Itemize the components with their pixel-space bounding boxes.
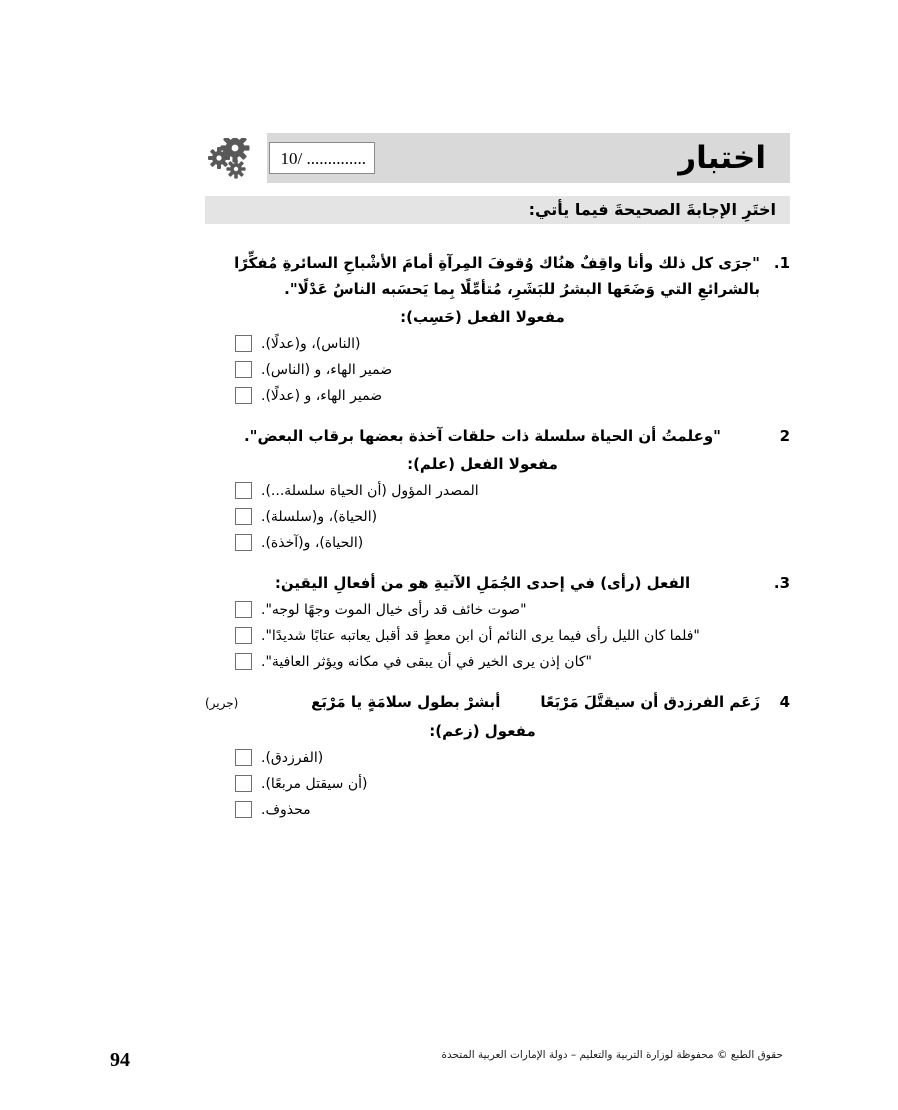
option-label: المصدر المؤول (أن الحياة سلسلة...). <box>261 483 479 499</box>
option-checkbox[interactable] <box>235 534 252 551</box>
instruction-text: اختَرِ الإجابةَ الصحيحةَ فيما يأتي: <box>528 200 776 219</box>
option-row[interactable] <box>205 532 790 554</box>
question-3 <box>205 570 790 673</box>
option-row[interactable] <box>205 599 790 621</box>
score-box[interactable] <box>269 142 375 174</box>
option-checkbox[interactable] <box>235 335 252 352</box>
question-4-number: 4 <box>779 693 790 711</box>
question-4 <box>205 689 790 821</box>
option-checkbox[interactable] <box>235 482 252 499</box>
option-checkbox[interactable] <box>235 749 252 766</box>
page-number: 94 <box>110 1049 130 1071</box>
option-label: "كان إذن يرى الخير في أن يبقى في مكانه ويؤثر العافية". <box>261 654 592 670</box>
option-row[interactable] <box>205 506 790 528</box>
option-row[interactable] <box>205 480 790 502</box>
option-row[interactable] <box>205 773 790 795</box>
option-row[interactable] <box>205 333 790 355</box>
question-2-options <box>205 480 790 554</box>
question-2-number: 2 <box>779 427 790 445</box>
option-label: (الحياة)، و(آخذة). <box>261 535 364 551</box>
question-2-head <box>205 423 790 449</box>
option-checkbox[interactable] <box>235 775 252 792</box>
option-label: ضمير الهاء، و (عدلًا). <box>261 388 383 404</box>
question-4-head <box>205 689 790 716</box>
question-2-stem: "وعلمتُ أن الحياة سلسلة ذات حلقات آخذة بعضها برقاب البعض". <box>243 427 721 445</box>
option-checkbox[interactable] <box>235 801 252 818</box>
question-3-number: 3. <box>773 574 790 592</box>
option-label: (الناس)، و(عدلًا). <box>261 336 361 352</box>
question-1 <box>205 250 790 407</box>
option-row[interactable] <box>205 385 790 407</box>
question-3-options <box>205 599 790 673</box>
question-2-subprompt: مفعولا الفعل (علم): <box>407 455 558 473</box>
option-label: (أن سيقتل مربعًا). <box>261 776 368 792</box>
question-4-subprompt: مفعول (زعم): <box>429 722 536 740</box>
question-list <box>205 250 790 837</box>
question-1-subprompt: مفعولا الفعل (حَسِب): <box>400 308 565 326</box>
question-1-options <box>205 333 790 407</box>
verse-attribution: (جرير) <box>205 696 239 710</box>
option-checkbox[interactable] <box>235 508 252 525</box>
instruction-bar <box>205 196 790 224</box>
score-value: 10/ .............. <box>280 149 366 168</box>
option-row[interactable] <box>205 799 790 821</box>
option-label: "صوت خائف قد رأى خيال الموت وجهًا لوجه". <box>261 602 527 618</box>
question-3-stem: الفعل (رأى) في إحدى الجُمَلِ الآتيةِ هو من أفعالِ اليقين: <box>274 574 691 592</box>
question-2 <box>205 423 790 554</box>
option-row[interactable] <box>205 747 790 769</box>
option-label: محذوف. <box>261 802 311 818</box>
question-4-options <box>205 747 790 821</box>
option-label: (الفرزدق). <box>261 750 324 766</box>
verse-first-hemistich: زَعَم الفرزدق أن سيقتَّلَ مَرْبَعًا <box>540 693 760 711</box>
option-checkbox[interactable] <box>235 653 252 670</box>
option-label: "فلما كان الليل رأى فيما يرى النائم أن ابن معطٍ قد أقبل يعاتبه عتابًا شديدًا". <box>261 628 700 644</box>
question-4-verse <box>205 689 760 716</box>
option-label: ضمير الهاء، و (الناس). <box>261 362 393 378</box>
option-row[interactable] <box>205 359 790 381</box>
option-row[interactable] <box>205 651 790 673</box>
question-1-number: 1. <box>773 254 790 272</box>
gears-icon <box>205 138 259 182</box>
option-checkbox[interactable] <box>235 361 252 378</box>
question-1-stem: "جرَى كل ذلك وأنا واقِفٌ هنُاك وُقوفَ المِرآةِ أمامَ الأشْباحِ السائرةِ مُفكِّرًا بالشرائعِ التي وَضَعَها البشرُ للبَشَرِ، مُتأمِّلًا بِما يَحسَبه الناسُ عَدْلًا". <box>234 254 760 298</box>
question-1-head <box>205 250 790 302</box>
exam-header <box>205 133 790 183</box>
option-checkbox[interactable] <box>235 387 252 404</box>
option-checkbox[interactable] <box>235 627 252 644</box>
option-checkbox[interactable] <box>235 601 252 618</box>
option-label: (الحياة)، و(سلسلة). <box>261 509 378 525</box>
question-3-head <box>205 570 790 596</box>
copyright-note: حقوق الطبع © محفوظة لوزارة التربية والتعليم – دولة الإمارات العربية المتحدة <box>441 1049 783 1061</box>
option-row[interactable] <box>205 625 790 647</box>
page-title: اختبار <box>678 140 766 176</box>
verse-second-hemistich: أبشرْ بطول سلامَةٍ يا مَرْبَع <box>311 693 501 711</box>
